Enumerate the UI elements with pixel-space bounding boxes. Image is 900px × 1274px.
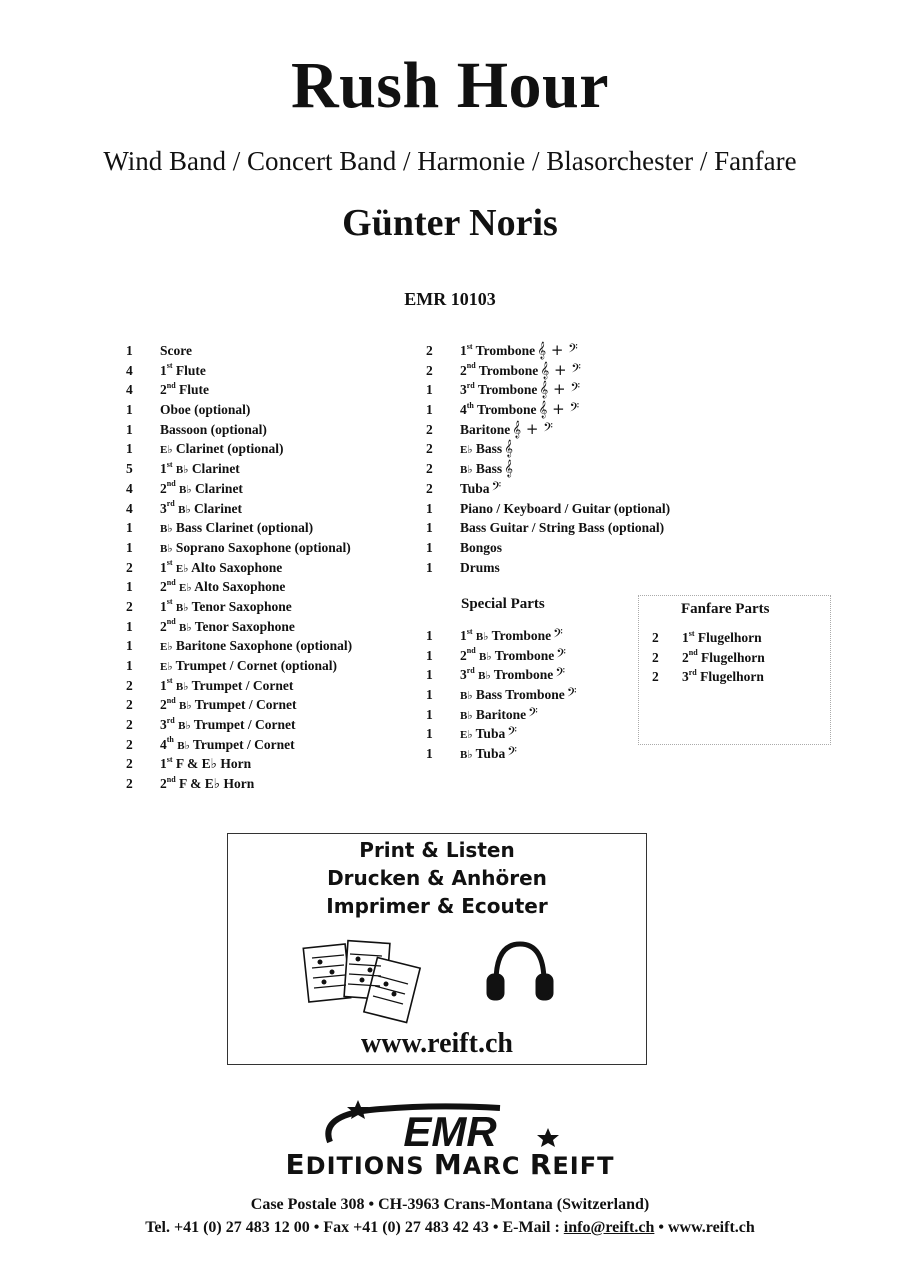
- promo-line-french: Imprimer & Ecouter: [326, 894, 548, 918]
- part-ordinal-suffix: st: [466, 626, 473, 636]
- part-row: [126, 479, 352, 499]
- clef-icon: 𝄞 + 𝄢: [512, 419, 553, 438]
- promo-line-english: Print & Listen: [359, 838, 515, 862]
- part-name: Trombone: [493, 667, 554, 683]
- parts-list-fanfare: [652, 628, 765, 687]
- part-key: B♭: [175, 680, 189, 693]
- part-name: Baritone: [475, 706, 527, 722]
- part-key: B♭: [178, 503, 191, 516]
- part-row: [426, 420, 670, 440]
- part-quantity: 1: [126, 441, 133, 457]
- part-quantity: 1: [426, 687, 433, 703]
- part-name: Alto Saxophone: [194, 579, 286, 595]
- part-quantity: 1: [126, 539, 133, 555]
- part-row: [426, 439, 670, 459]
- part-quantity: 1: [126, 638, 133, 654]
- part-key: B♭: [175, 464, 189, 477]
- part-name: Trombone: [491, 628, 552, 643]
- part-name: Tuba: [475, 726, 506, 742]
- publisher-name-arc: ARC: [462, 1152, 530, 1180]
- part-ordinal: 2: [160, 618, 167, 634]
- composer-name: Günter Noris: [342, 202, 558, 244]
- part-name: Trombone: [478, 362, 539, 378]
- part-key: B♭: [478, 670, 491, 683]
- part-name: Flugelhorn: [697, 630, 762, 645]
- part-key: B♭: [175, 601, 189, 614]
- part-key: B♭: [475, 631, 489, 643]
- part-quantity: 1: [126, 520, 133, 536]
- part-ordinal: 4: [460, 402, 467, 418]
- part-key: B♭: [177, 739, 190, 752]
- part-name: Trombone: [477, 402, 537, 418]
- part-row: [126, 597, 352, 617]
- part-row: [426, 558, 670, 578]
- promo-line-german: Drucken & Anhören: [327, 866, 547, 890]
- part-quantity: 1: [426, 628, 433, 643]
- part-quantity: 2: [426, 343, 433, 358]
- part-row: [126, 341, 352, 361]
- part-ordinal-suffix: st: [166, 361, 173, 371]
- part-ordinal: 3: [160, 717, 167, 733]
- part-ordinal: 2: [460, 362, 467, 378]
- part-name: F & E♭ Horn: [179, 776, 255, 792]
- part-ordinal-suffix: nd: [166, 380, 176, 390]
- part-name: Flute: [175, 362, 206, 378]
- part-key: B♭: [460, 690, 473, 703]
- part-row: [126, 400, 352, 420]
- part-quantity: 4: [126, 500, 133, 516]
- part-ordinal: 2: [160, 382, 167, 398]
- clef-icon: 𝄢: [491, 478, 502, 497]
- part-row: [126, 676, 352, 696]
- part-ordinal-suffix: rd: [466, 380, 475, 390]
- part-name: Trombone: [477, 382, 538, 398]
- part-quantity: 2: [426, 480, 433, 496]
- part-ordinal-suffix: rd: [166, 499, 175, 508]
- part-quantity: 1: [126, 658, 133, 673]
- part-row: [426, 538, 670, 558]
- part-name: Tuba: [460, 480, 490, 496]
- part-name: Trombone: [494, 647, 555, 663]
- part-ordinal: 2: [160, 579, 167, 595]
- part-ordinal: 1: [160, 677, 167, 693]
- part-name: Oboe (optional): [160, 402, 251, 418]
- part-quantity: 1: [126, 421, 133, 437]
- part-key: E♭: [160, 444, 173, 457]
- clef-icon: 𝄞: [504, 459, 514, 478]
- part-name: Bass Guitar / String Bass (optional): [460, 520, 665, 536]
- part-ordinal: 4: [160, 736, 167, 752]
- part-quantity: 2: [126, 756, 133, 772]
- part-row: [652, 648, 765, 668]
- part-key: B♭: [479, 650, 492, 663]
- part-ordinal-suffix: nd: [466, 646, 476, 656]
- part-row: [126, 715, 352, 735]
- part-ordinal-suffix: nd: [166, 577, 176, 587]
- part-row: [426, 380, 670, 400]
- part-ordinal-suffix: rd: [166, 715, 175, 725]
- parts-list-special: [426, 626, 576, 764]
- clef-icon: 𝄢: [507, 724, 517, 743]
- part-row: [126, 754, 352, 774]
- part-row: [126, 361, 352, 381]
- part-ordinal: 1: [160, 461, 167, 477]
- part-name: F & E♭ Horn: [175, 756, 252, 772]
- clef-icon: 𝄢: [556, 645, 566, 664]
- part-row: [426, 744, 576, 764]
- part-name: Clarinet: [191, 461, 240, 477]
- part-row: [126, 538, 352, 558]
- part-ordinal: 3: [460, 382, 467, 398]
- part-quantity: 2: [126, 736, 133, 752]
- part-quantity: 1: [126, 402, 133, 418]
- part-quantity: 2: [126, 697, 133, 713]
- part-quantity: 1: [426, 726, 433, 742]
- part-quantity: 1: [426, 539, 433, 555]
- part-key: B♭: [179, 483, 192, 496]
- promo-icons-row: [228, 924, 648, 1024]
- part-row: [126, 518, 352, 538]
- part-quantity: 1: [126, 343, 133, 358]
- clef-icon: 𝄞: [504, 439, 514, 458]
- publisher-contact: [0, 1219, 900, 1237]
- part-ordinal: 1: [460, 628, 467, 643]
- part-row: [426, 479, 670, 499]
- promo-website-url[interactable]: www.reift.ch: [361, 1028, 513, 1059]
- part-quantity: 2: [652, 669, 659, 685]
- part-row: [126, 558, 352, 578]
- part-name: Trumpet / Cornet: [191, 677, 294, 693]
- parts-list-woodwinds-brass: [126, 341, 352, 794]
- part-row: [126, 774, 352, 794]
- part-row: [426, 724, 576, 744]
- page-title: Rush Hour: [290, 49, 610, 122]
- part-ordinal: 2: [160, 776, 167, 792]
- part-quantity: 2: [652, 630, 659, 645]
- part-ordinal: 1: [160, 559, 167, 575]
- part-ordinal: 1: [160, 598, 167, 614]
- publisher-name-eift: EIFT: [552, 1152, 615, 1180]
- part-ordinal: 2: [160, 480, 167, 496]
- part-row: [426, 400, 670, 420]
- part-name: Baritone: [460, 421, 511, 437]
- part-quantity: 1: [126, 618, 133, 634]
- part-ordinal: 2: [682, 649, 689, 665]
- part-quantity: 2: [426, 421, 433, 437]
- part-quantity: 4: [126, 382, 133, 398]
- part-row: [126, 459, 352, 479]
- part-row: [426, 646, 576, 666]
- part-ordinal-suffix: rd: [688, 667, 697, 677]
- part-row: [426, 518, 670, 538]
- special-parts-heading: Special Parts: [461, 596, 545, 612]
- publisher-name-ditions: DITIONS: [305, 1152, 434, 1180]
- part-row: [126, 656, 352, 676]
- part-row: [426, 705, 576, 725]
- part-key: B♭: [460, 709, 473, 722]
- clef-icon: 𝄞 + 𝄢: [540, 360, 581, 379]
- part-row: [426, 665, 576, 685]
- part-ordinal-suffix: nd: [166, 695, 176, 705]
- part-row: [426, 499, 670, 519]
- part-name: Alto Saxophone: [191, 559, 283, 575]
- part-quantity: 1: [426, 706, 433, 722]
- part-quantity: 4: [126, 480, 133, 496]
- part-ordinal-suffix: st: [166, 558, 173, 568]
- email-link[interactable]: info@reift.ch: [563, 1219, 655, 1236]
- part-key: B♭: [179, 621, 192, 634]
- part-ordinal-suffix: th: [166, 735, 174, 745]
- part-name: Flute: [179, 382, 210, 398]
- part-name: Clarinet (optional): [175, 441, 284, 457]
- part-name: Bass: [475, 441, 503, 457]
- part-quantity: 1: [426, 520, 433, 536]
- part-row: [426, 459, 670, 479]
- part-ordinal-suffix: st: [166, 597, 173, 607]
- part-name: Tenor Saxophone: [191, 598, 292, 614]
- part-ordinal: 1: [160, 756, 167, 772]
- part-row: [652, 628, 765, 648]
- part-row: [426, 626, 576, 646]
- clef-icon: 𝄢: [507, 744, 517, 763]
- part-ordinal-suffix: st: [688, 628, 695, 638]
- part-ordinal-suffix: st: [166, 676, 173, 686]
- part-key: E♭: [460, 444, 473, 457]
- part-ordinal-suffix: nd: [166, 479, 176, 489]
- parts-list-low-brass-rhythm: [426, 341, 670, 577]
- clef-icon: 𝄞 + 𝄢: [538, 400, 580, 419]
- publisher-name: [0, 1148, 900, 1181]
- part-row: [126, 380, 352, 400]
- part-key: E♭: [460, 729, 473, 742]
- part-ordinal-suffix: nd: [166, 617, 176, 627]
- part-name: Tenor Saxophone: [194, 618, 295, 634]
- part-row: [426, 361, 670, 381]
- publisher-name-r: R: [529, 1148, 553, 1181]
- part-quantity: 2: [126, 717, 133, 733]
- sheet-music-icon: [303, 941, 420, 1023]
- part-name: Score: [160, 343, 192, 358]
- part-ordinal: 2: [460, 647, 467, 663]
- part-row: [126, 439, 352, 459]
- part-name: Trumpet / Cornet: [194, 697, 297, 713]
- part-key: E♭: [160, 641, 173, 654]
- part-ordinal-suffix: nd: [466, 361, 476, 371]
- clef-icon: 𝄢: [553, 626, 563, 644]
- part-row: [126, 617, 352, 637]
- part-row: [652, 667, 765, 687]
- part-ordinal-suffix: nd: [166, 774, 176, 784]
- part-ordinal-suffix: nd: [688, 648, 698, 658]
- part-quantity: 4: [126, 362, 133, 378]
- part-key: E♭: [160, 661, 173, 673]
- print-listen-promo: [227, 833, 647, 1065]
- headphones-icon: [489, 944, 551, 998]
- part-row: [126, 499, 352, 519]
- part-key: B♭: [160, 523, 173, 536]
- part-ordinal: 1: [160, 362, 167, 378]
- part-ordinal: 3: [682, 669, 689, 685]
- part-row: [126, 577, 352, 597]
- part-ordinal-suffix: st: [466, 341, 473, 351]
- part-quantity: 2: [126, 776, 133, 792]
- part-row: [126, 735, 352, 755]
- part-ordinal-suffix: st: [166, 459, 173, 469]
- part-name: Bassoon (optional): [160, 421, 267, 437]
- part-ordinal: 1: [682, 630, 689, 645]
- part-key: E♭: [175, 562, 189, 575]
- part-name: Bass: [475, 461, 503, 477]
- part-quantity: 2: [652, 649, 659, 665]
- logo-star-right: [537, 1128, 559, 1147]
- part-key: E♭: [179, 582, 192, 595]
- part-quantity: 2: [126, 598, 133, 614]
- publisher-name-e: E: [285, 1148, 306, 1181]
- publisher-name-m: M: [433, 1148, 463, 1181]
- clef-icon: 𝄞 + 𝄢: [539, 380, 581, 399]
- part-name: Flugelhorn: [700, 669, 764, 685]
- part-quantity: 2: [426, 362, 433, 378]
- part-quantity: 2: [426, 441, 433, 457]
- part-quantity: 2: [126, 559, 133, 575]
- fanfare-parts-box: [638, 595, 831, 745]
- part-quantity: 1: [426, 500, 433, 516]
- part-key: B♭: [460, 464, 473, 477]
- part-quantity: 1: [426, 402, 433, 418]
- part-row: [126, 636, 352, 656]
- ensemble-subtitle: Wind Band / Concert Band / Harmonie / Blasorchester / Fanfare: [103, 146, 797, 176]
- part-quantity: 1: [426, 746, 433, 762]
- part-name: Bongos: [460, 539, 503, 555]
- clef-icon: 𝄢: [555, 665, 565, 684]
- part-name: Trumpet / Cornet (optional): [175, 658, 338, 673]
- part-name: Trombone: [475, 343, 536, 358]
- part-name: Flugelhorn: [701, 649, 765, 665]
- part-name: Bass Trombone: [475, 687, 565, 703]
- part-name: Piano / Keyboard / Guitar (optional): [460, 500, 671, 516]
- part-key: B♭: [160, 542, 173, 555]
- part-row: [426, 685, 576, 705]
- publisher-address: Case Postale 308 • CH-3963 Crans-Montana (Switzerland): [250, 1196, 650, 1213]
- part-name: Clarinet: [194, 500, 243, 516]
- part-name: Baritone Saxophone (optional): [175, 638, 353, 654]
- part-quantity: 5: [126, 461, 133, 477]
- part-quantity: 2: [426, 461, 433, 477]
- part-key: B♭: [460, 749, 473, 762]
- clef-icon: 𝄞 + 𝄢: [537, 341, 578, 359]
- part-quantity: 1: [426, 647, 433, 663]
- part-quantity: 1: [426, 667, 433, 683]
- part-key: B♭: [179, 700, 192, 713]
- part-row: [426, 341, 670, 361]
- part-ordinal: 1: [460, 343, 467, 358]
- contact-phone-fax: Tel. +41 (0) 27 483 12 00 • Fax +41 (0) 27 483 42 43 • E-Mail :: [145, 1219, 564, 1236]
- clef-icon: 𝄢: [566, 685, 577, 704]
- part-name: Bass Clarinet (optional): [175, 520, 314, 536]
- part-row: [126, 695, 352, 715]
- part-quantity: 1: [426, 382, 433, 398]
- logo-mark-text: EMR: [403, 1108, 497, 1155]
- part-ordinal: 2: [160, 697, 167, 713]
- part-name: Soprano Saxophone (optional): [175, 539, 351, 555]
- part-quantity: 1: [126, 579, 133, 595]
- part-ordinal-suffix: st: [166, 754, 173, 764]
- part-ordinal-suffix: th: [466, 400, 474, 410]
- catalog-number: EMR 10103: [404, 289, 496, 309]
- clef-icon: 𝄢: [528, 704, 538, 723]
- part-key: B♭: [178, 720, 191, 733]
- fanfare-parts-heading: Fanfare Parts: [681, 601, 770, 617]
- part-name: Trumpet / Cornet: [193, 717, 296, 733]
- part-name: Drums: [460, 559, 500, 575]
- part-ordinal: 3: [460, 667, 467, 683]
- part-name: Tuba: [475, 746, 506, 762]
- part-ordinal-suffix: rd: [466, 665, 475, 675]
- part-row: [126, 420, 352, 440]
- part-name: Clarinet: [194, 480, 243, 496]
- contact-website: • www.reift.ch: [654, 1219, 755, 1236]
- part-name: Trumpet / Cornet: [192, 736, 295, 752]
- part-quantity: 2: [126, 677, 133, 693]
- part-quantity: 1: [426, 559, 433, 575]
- part-ordinal: 3: [160, 500, 167, 516]
